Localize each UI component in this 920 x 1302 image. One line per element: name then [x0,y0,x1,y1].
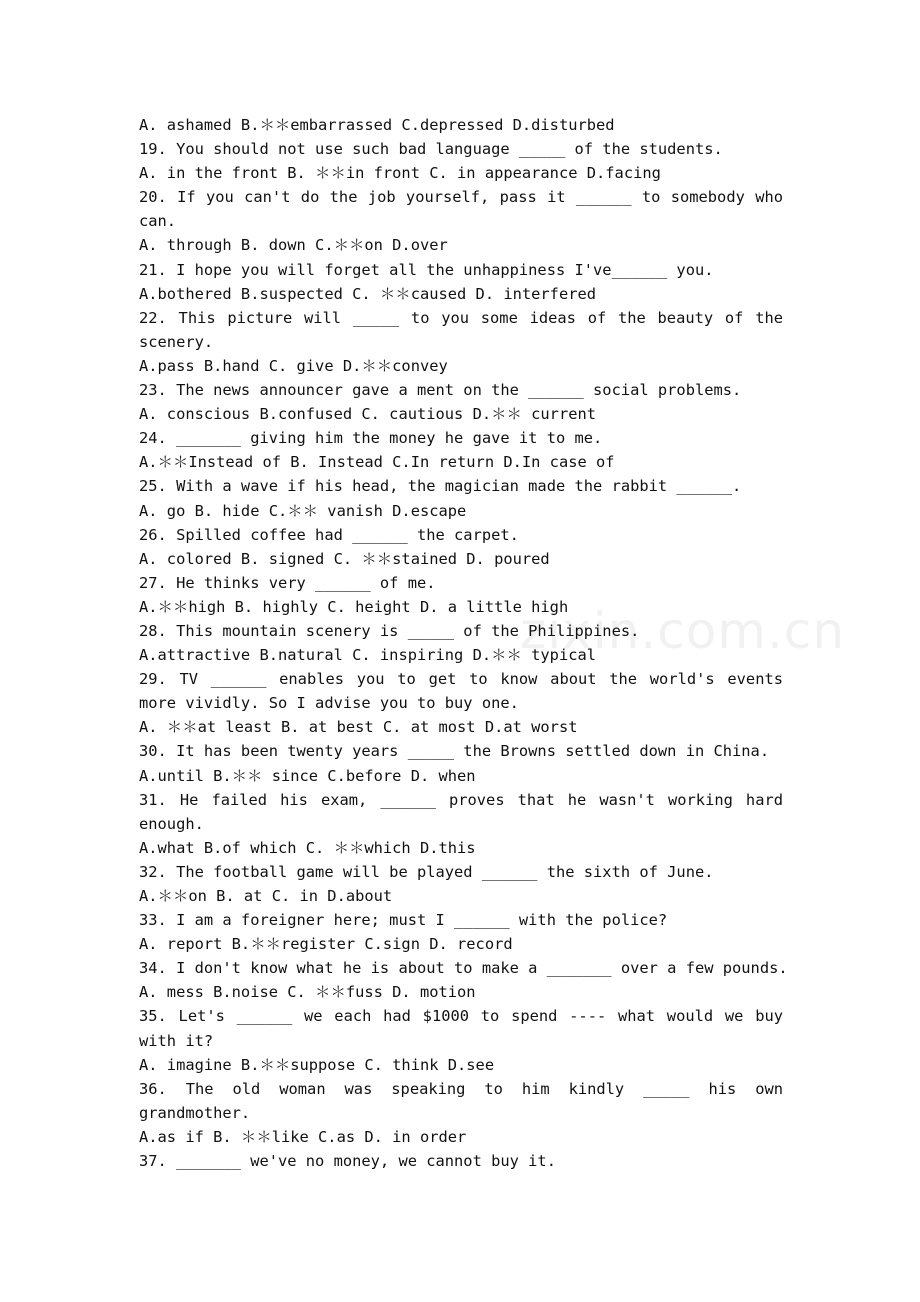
question-stem: 19. You should not use such bad language _____ of the students. [139,140,723,159]
answer-options: A. colored B. signed C. ＊＊stained D. poured [139,549,550,568]
answer-options: A.attractive B.natural C. inspiring D.＊＊ typical [139,646,597,665]
question-stem: 23. The news announcer gave a ment on the ______ social problems. [139,381,742,400]
question-stem: 26. Spilled coffee had ______ the carpet. [139,525,519,544]
answer-options: A. report B.＊＊register C.sign D. record [139,935,513,954]
question-stem: 27. He thinks very ______ of me. [139,573,436,592]
answer-options: A. mess B.noise C. ＊＊fuss D. motion [139,983,476,1002]
question-stem: 34. I don't know what he is about to make a _______ over a few pounds. [139,959,788,978]
answer-options: A.＊＊on B. at C. in D.about [139,887,393,905]
answer-options: A. ＊＊at least B. at best C. at most D.at worst [139,718,578,737]
answer-options: A.what B.of which C. ＊＊which D.this [139,838,476,857]
answer-options: A. in the front B. ＊＊in front C. in appearance D.facing [139,164,661,183]
answer-options: A.until B.＊＊ since C.before D. when [139,766,476,785]
watermark: zixin.com.cn [520,602,846,660]
answer-options: A. ashamed B.＊＊embarrassed C.depressed D.disturbed [139,116,615,134]
question-stem: 24. _______ giving him the money he gave it to me. [139,429,603,448]
question-stem: 33. I am a foreigner here; must I ______ with the police? [139,911,668,930]
answer-options: A.＊＊high B. highly C. height D. a little high [139,597,569,616]
answer-options: A.pass B.hand C. give D.＊＊convey [139,356,448,375]
question-stem: 21. I hope you will forget all the unhappiness I've______ you. [139,260,714,279]
question-stem: 28. This mountain scenery is _____ of the Philippines. [139,621,640,640]
answer-options: A.as if B. ＊＊like C.as D. in order [139,1127,467,1146]
question-stem: 32. The football game will be played ______ the sixth of June. [139,862,714,881]
answer-options: A. conscious B.confused C. cautious D.＊＊ current [139,405,597,424]
question-stem: 36. The old woman was speaking to him kindly _____ his own grandmother. [139,1079,793,1122]
answer-options: A.bothered B.suspected C. ＊＊caused D. interfered [139,284,597,303]
answer-options: A. go B. hide C.＊＊ vanish D.escape [139,501,467,520]
question-stem: 22. This picture will _____ to you some ideas of the beauty of the scenery. [139,308,793,351]
document-page [139,113,793,1173]
question-stem: 35. Let's ______ we each had $1000 to spend ---- what would we buy with it? [139,1007,793,1050]
question-stem: 30. It has been twenty years _____ the Browns settled down in China. [139,742,770,761]
question-stem: 31. He failed his exam, ______ proves that he wasn't working hard enough. [139,790,793,833]
answer-options: A. through B. down C.＊＊on D.over [139,236,448,255]
question-stem: 37. _______ we've no money, we cannot buy it. [139,1152,556,1171]
question-stem: 20. If you can't do the job yourself, pass it ______ to somebody who can. [139,188,793,231]
answer-options: A.＊＊Instead of B. Instead C.In return D.In case of [139,453,615,472]
answer-options: A. imagine B.＊＊suppose C. think D.see [139,1055,495,1074]
question-stem: 29. TV ______ enables you to get to know about the world's events more vividly. So I advise you to buy one. [139,670,793,713]
question-stem: 25. With a wave if his head, the magician made the rabbit ______. [139,477,742,496]
